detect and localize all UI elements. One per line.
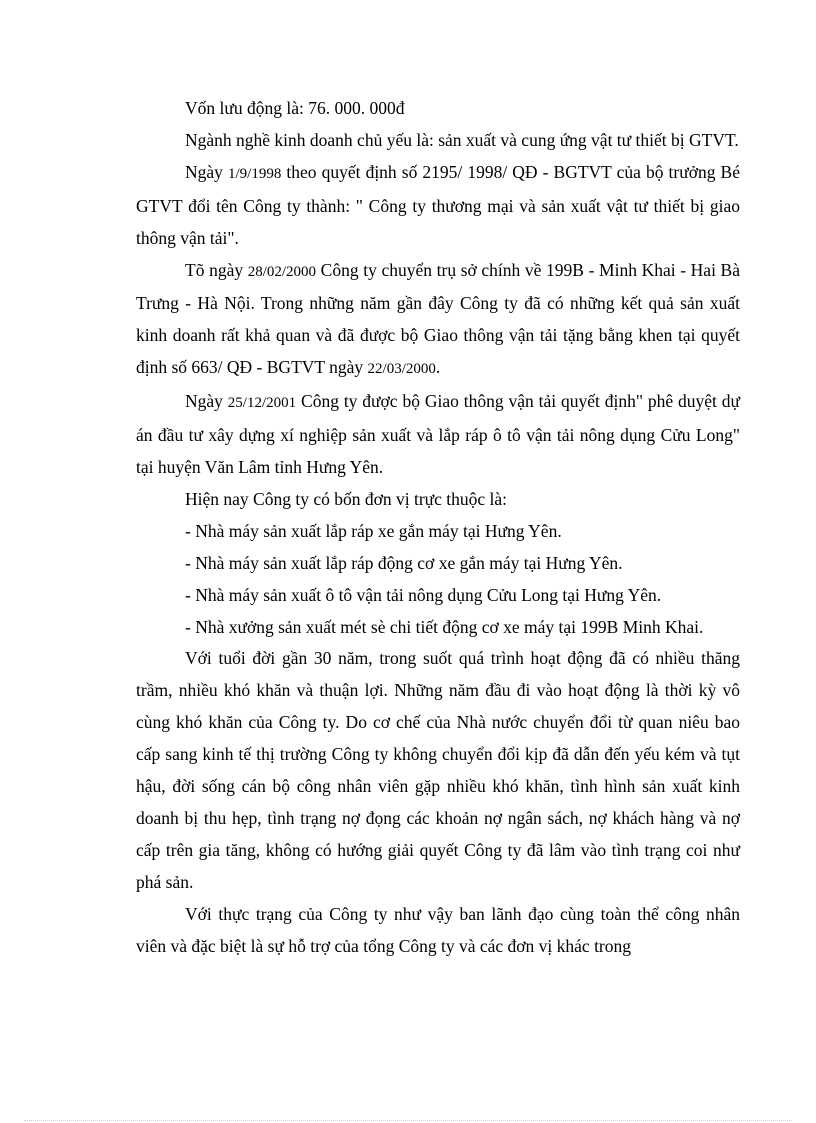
date-text: 28/02/2000 [247, 263, 317, 280]
date-text: 22/03/2000 [367, 361, 436, 378]
paragraph-working-capital: Vốn lưu động là: 76. 000. 000đ [185, 98, 405, 118]
paragraph-text: Công ty chuyển trụ sở chính về 199B - Minh Khai - Hai Bà Trưng - Hà Nội. Trong những năm gần đây Công ty đã có những kết quả sản xuất kinh doanh rất khả quan và đã được bộ Giao thông vận tải tặng bằng khen tại quyết định số 663/ QĐ - BGTVT ngày [136, 259, 740, 378]
list-item: - Nhà máy sản xuất lắp ráp động cơ xe gắn máy tại Hưng Yên. [185, 552, 623, 573]
list-item: - Nhà máy sản xuất ô tô vận tải nông dụng Cửu Long tại Hưng Yên. [185, 584, 662, 605]
paragraph-units-intro: Hiện nay Công ty có bốn đơn vị trực thuộc là: [185, 488, 508, 509]
date-text: 25/12/2001 [227, 395, 297, 412]
paragraph-text: Công ty được bộ Giao thông vận tải quyết định" phê duyệt dự án đầu tư xây dựng xí nghiệp sản xuất và lắp ráp ô tô vận tải nông dụng Cửu Long" tại huyện Văn Lâm tỉnh Hưng Yên. [136, 391, 741, 477]
paragraph-headquarters [136, 255, 740, 387]
list-item: - Nhà xưởng sản xuất mét sè chi tiết động cơ xe máy tại 199B Minh Khai. [185, 616, 704, 637]
list-item: - Nhà máy sản xuất lắp ráp xe gắn máy tại Hưng Yên. [185, 520, 562, 541]
paragraph-text: Tõ ngày [185, 259, 248, 280]
date-text: 1/9/1998 [227, 165, 282, 182]
paragraph-text: . [435, 357, 441, 378]
paragraph-project-approval [136, 386, 740, 484]
paragraph-text: Ngày [185, 391, 228, 412]
paragraph-business-lines: Ngành nghề kinh doanh chủ yếu là: sản xuất và cung ứng vật tư thiết bị GTVT. [185, 129, 739, 150]
paragraph-text: Ngày [185, 161, 228, 182]
page-bottom-divider [24, 1120, 792, 1121]
paragraph-renaming [136, 157, 740, 255]
paragraph-recovery: Với thực trạng của Công ty như vậy ban lãnh đạo cùng toàn thể công nhân viên và đặc biệt là sự hỗ trợ của tổng Công ty và các đơn vị khác trong [136, 903, 740, 956]
paragraph-history: Với tuổi đời gần 30 năm, trong suốt quá trình hoạt động đã có nhiều thăng trầm, nhiều khó khăn và thuận lợi. Những năm đầu đi vào hoạt động là thời kỳ vô cùng khó khăn của Công ty. Do cơ chế của Nhà nước chuyển đổi từ quan niêu bao cấp sang kinh tế thị trường Công ty không chuyển đổi kịp đã dẫn đến yếu kém và tụt hậu, đời sống cán bộ công nhân viên gặp nhiều khó khăn, tình hình sản xuất kinh doanh bị thu hẹp, tình trạng nợ đọng các khoản nợ ngân sách, nợ khách hàng và nợ cấp trên gia tăng, không có hướng giải quyết Công ty đã lâm vào tình trạng coi như phá sản. [136, 648, 740, 892]
paragraph-text: theo quyết định số 2195/ 1998/ QĐ - BGTVT của bộ trưởng Bé GTVT đổi tên Công ty thành: " Công ty thương mại và sản xuất vật tư thiết bị giao thông vận tải". [136, 161, 740, 248]
body-text [136, 93, 740, 962]
